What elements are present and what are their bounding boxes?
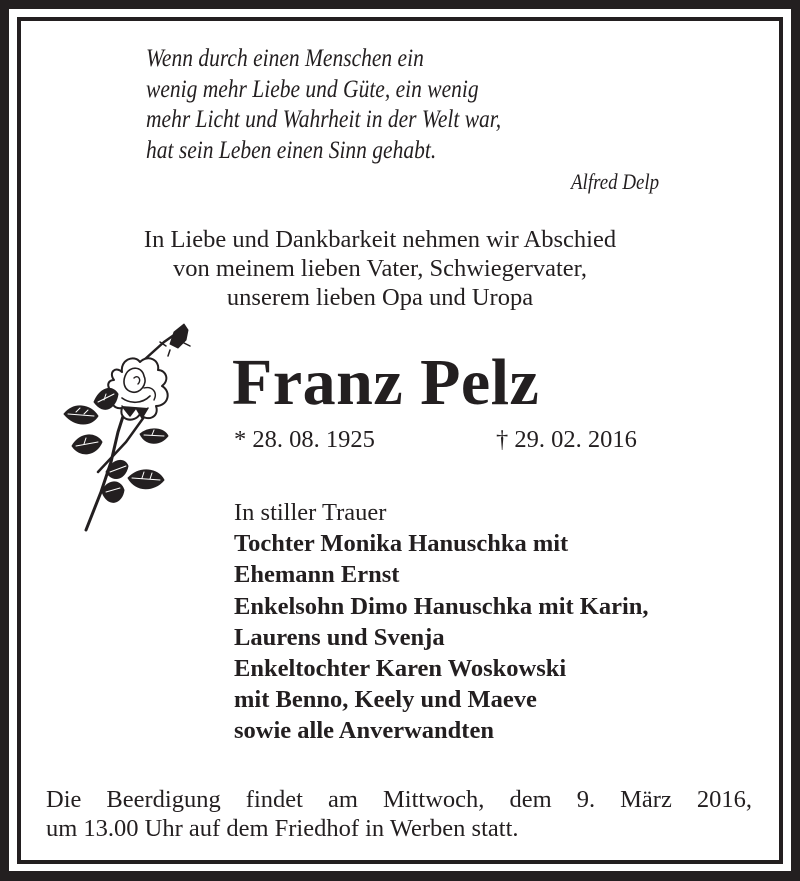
mourner-line: Laurens und Svenja (234, 623, 445, 651)
rose-icon (56, 322, 201, 534)
mourner-line: Ehemann Ernst (234, 561, 400, 589)
mourner-line: mit Benno, Keely und Maeve (234, 686, 537, 714)
quote-author: Alfred Delp (571, 169, 660, 194)
intro-line: unserem lieben Opa und Uropa (226, 284, 534, 311)
deceased-name: Franz Pelz (232, 346, 540, 419)
intro-line: von meinem lieben Vater, Schwiegervater, (173, 255, 587, 282)
birth-date: * 28. 08. 1925 (234, 426, 375, 453)
mourner-line: Enkelsohn Dimo Hanuschka mit Karin, (234, 592, 649, 620)
intro-text (100, 225, 660, 312)
death-date: † 29. 02. 2016 (496, 426, 637, 453)
mourners-heading: In stiller Trauer (234, 499, 387, 526)
funeral-notice (46, 785, 752, 843)
funeral-line: um 13.00 Uhr auf dem Friedhof in Werben statt. (46, 815, 519, 842)
funeral-line: Die Beerdigung findet am Mittwoch, dem 9. März 2016, (46, 786, 752, 813)
quote (146, 44, 501, 166)
quote-line: Wenn durch einen Menschen ein (146, 45, 424, 72)
quote-line: wenig mehr Liebe und Güte, ein wenig (146, 75, 479, 103)
mourner-line: Enkeltochter Karen Woskowski (234, 655, 567, 683)
mourners-list (234, 497, 649, 747)
intro-line: In Liebe und Dankbarkeit nehmen wir Abschied (143, 226, 617, 253)
quote-line: mehr Licht und Wahrheit in der Welt war, (146, 106, 502, 133)
mourner-line: sowie alle Anverwandten (234, 717, 494, 745)
life-dates (234, 426, 637, 454)
mourner-line: Tochter Monika Hanuschka mit (234, 530, 569, 558)
quote-line: hat sein Leben einen Sinn gehabt. (146, 136, 437, 164)
